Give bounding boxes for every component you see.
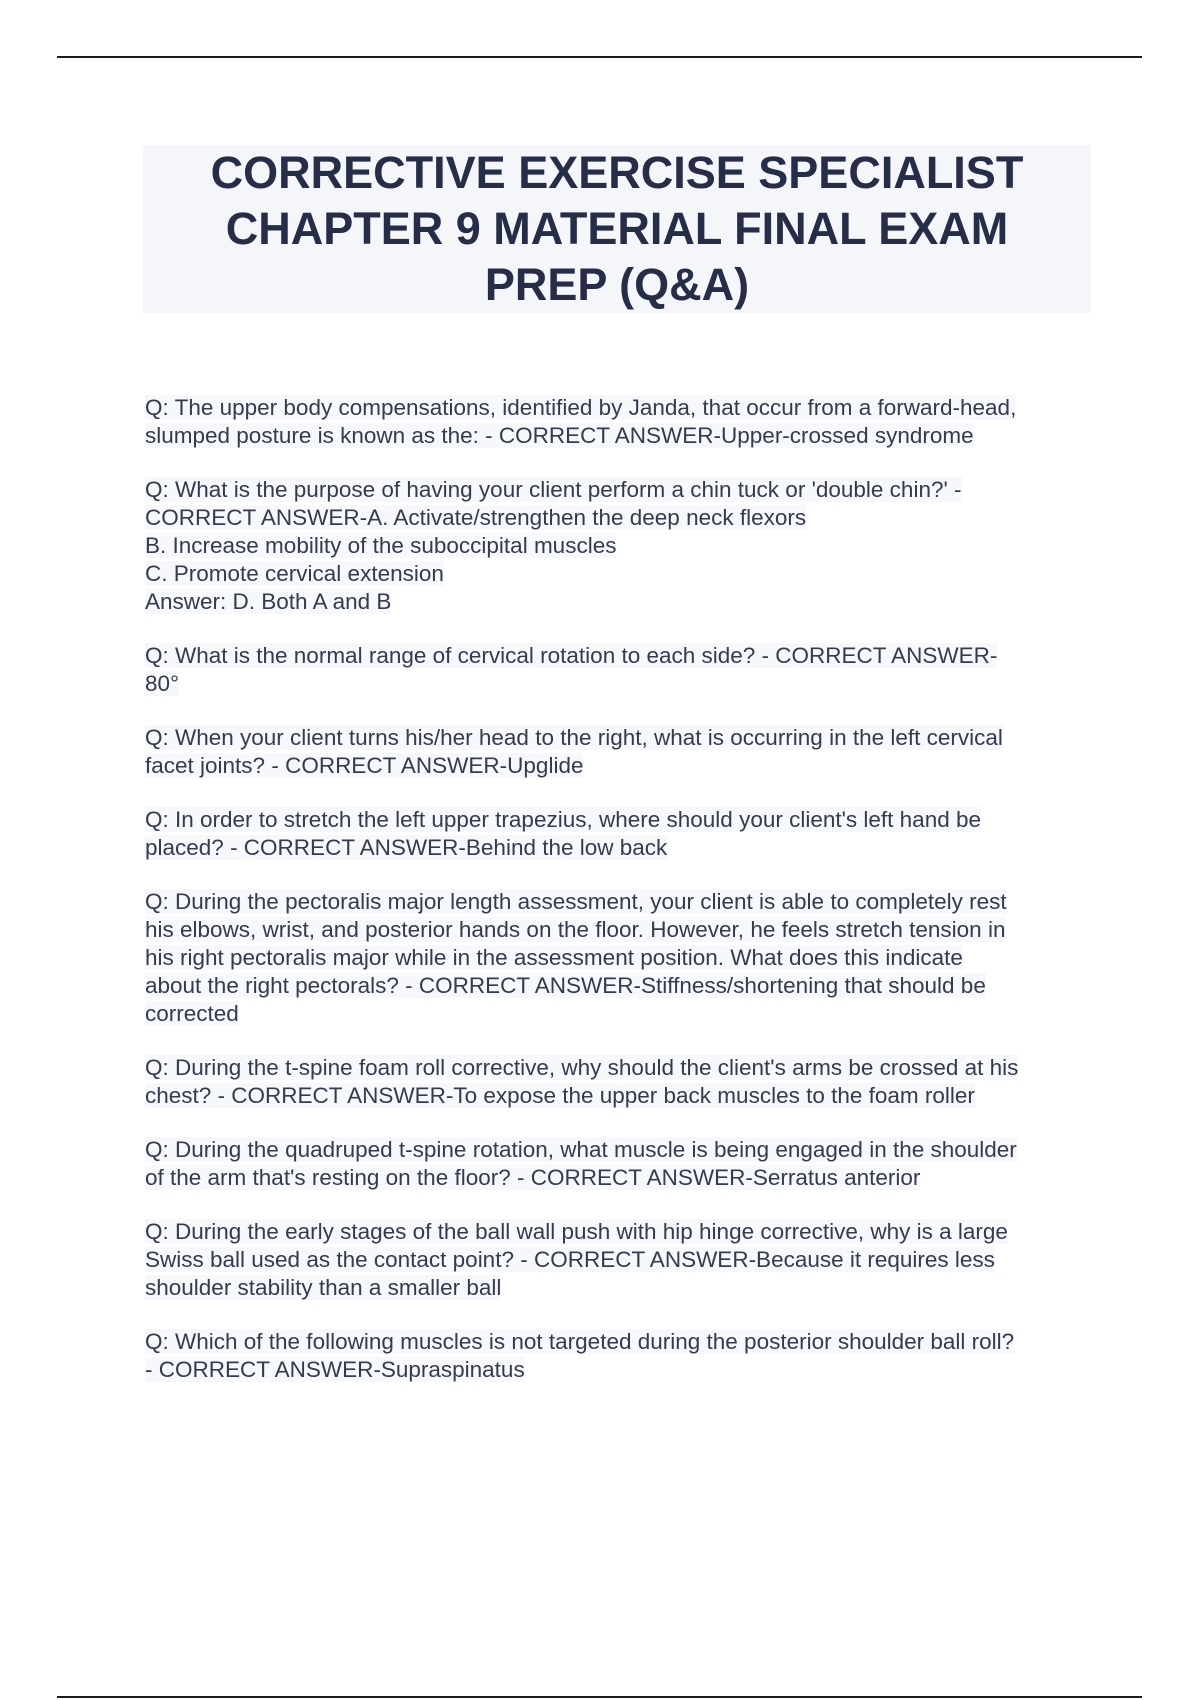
qa-line-text: about the right pectorals? - CORRECT ANSWER-Stiffness/shortening that should be bbox=[145, 973, 986, 998]
qa-line-text: his right pectoralis major while in the assessment position. What does this indicate bbox=[145, 945, 963, 970]
qa-line bbox=[145, 916, 1095, 944]
qa-line bbox=[145, 476, 1095, 504]
qa-line-text: B. Increase mobility of the suboccipital muscles bbox=[145, 533, 617, 558]
qa-line-text: facet joints? - CORRECT ANSWER-Upglide bbox=[145, 753, 584, 778]
qa-line bbox=[145, 560, 1095, 588]
bottom-divider bbox=[57, 1696, 1142, 1698]
qa-item bbox=[145, 806, 1095, 862]
qa-line bbox=[145, 944, 1095, 972]
qa-line-text: his elbows, wrist, and posterior hands on the floor. However, he feels stretch tension in bbox=[145, 917, 1006, 942]
qa-line-text: Answer: D. Both A and B bbox=[145, 589, 392, 614]
qa-line bbox=[145, 1328, 1095, 1356]
qa-line bbox=[145, 1274, 1095, 1302]
qa-line bbox=[145, 888, 1095, 916]
qa-line-text: 80° bbox=[145, 671, 180, 696]
qa-line-text: Q: During the early stages of the ball wall push with hip hinge corrective, why is a large bbox=[145, 1219, 1008, 1244]
qa-line-text: CORRECT ANSWER-A. Activate/strengthen the deep neck flexors bbox=[145, 505, 807, 530]
qa-item bbox=[145, 888, 1095, 1028]
qa-line bbox=[145, 588, 1095, 616]
top-divider bbox=[57, 56, 1142, 58]
qa-line bbox=[145, 1164, 1095, 1192]
qa-item bbox=[145, 476, 1095, 616]
qa-item bbox=[145, 394, 1095, 450]
qa-line bbox=[145, 752, 1095, 780]
qa-line bbox=[145, 670, 1095, 698]
qa-item bbox=[145, 724, 1095, 780]
qa-line-text: Q: What is the purpose of having your client perform a chin tuck or 'double chin?' - bbox=[145, 477, 962, 502]
title-banner bbox=[143, 145, 1091, 313]
qa-line-text: Q: In order to stretch the left upper trapezius, where should your client's left hand be bbox=[145, 807, 982, 832]
qa-line-text: corrected bbox=[145, 1001, 239, 1026]
qa-line-text: Q: When your client turns his/her head to the right, what is occurring in the left cervical bbox=[145, 725, 1003, 750]
qa-line bbox=[145, 1356, 1095, 1384]
qa-line-text: Swiss ball used as the contact point? - CORRECT ANSWER-Because it requires less bbox=[145, 1247, 995, 1272]
qa-item bbox=[145, 642, 1095, 698]
qa-item bbox=[145, 1054, 1095, 1110]
qa-line bbox=[145, 972, 1095, 1000]
qa-line bbox=[145, 1054, 1095, 1082]
page-title-line-3: PREP (Q&A) bbox=[484, 259, 750, 310]
qa-line bbox=[145, 1136, 1095, 1164]
qa-line bbox=[145, 724, 1095, 752]
qa-item bbox=[145, 1218, 1095, 1302]
qa-line-text: C. Promote cervical extension bbox=[145, 561, 444, 586]
qa-line-text: Q: During the t-spine foam roll corrective, why should the client's arms be crossed at his bbox=[145, 1055, 1019, 1080]
qa-line bbox=[145, 532, 1095, 560]
page-title-line-2: CHAPTER 9 MATERIAL FINAL EXAM bbox=[225, 203, 1009, 254]
qa-line-text: shoulder stability than a smaller ball bbox=[145, 1275, 502, 1300]
qa-line bbox=[145, 1082, 1095, 1110]
qa-line-text: Q: The upper body compensations, identified by Janda, that occur from a forward-head, bbox=[145, 395, 1017, 420]
qa-line bbox=[145, 642, 1095, 670]
qa-item bbox=[145, 1328, 1095, 1384]
page-title-line-1: CORRECTIVE EXERCISE SPECIALIST bbox=[210, 147, 1024, 198]
qa-line bbox=[145, 806, 1095, 834]
qa-line bbox=[145, 1218, 1095, 1246]
qa-line-text: Q: What is the normal range of cervical rotation to each side? - CORRECT ANSWER- bbox=[145, 643, 998, 668]
qa-line-text: Q: During the quadruped t-spine rotation, what muscle is being engaged in the shoulder bbox=[145, 1137, 1017, 1162]
qa-line bbox=[145, 834, 1095, 862]
qa-line-text: of the arm that's resting on the floor? - CORRECT ANSWER-Serratus anterior bbox=[145, 1165, 921, 1190]
qa-line-text: placed? - CORRECT ANSWER-Behind the low back bbox=[145, 835, 668, 860]
qa-line-text: chest? - CORRECT ANSWER-To expose the upper back muscles to the foam roller bbox=[145, 1083, 975, 1108]
qa-line-text: Q: During the pectoralis major length assessment, your client is able to completely rest bbox=[145, 889, 1007, 914]
qa-line bbox=[145, 1000, 1095, 1028]
qa-line-text: slumped posture is known as the: - CORRECT ANSWER-Upper-crossed syndrome bbox=[145, 423, 974, 448]
qa-line bbox=[145, 1246, 1095, 1274]
qa-line-text: - CORRECT ANSWER-Supraspinatus bbox=[145, 1357, 525, 1382]
qa-list bbox=[145, 394, 1095, 1410]
qa-line bbox=[145, 422, 1095, 450]
qa-line-text: Q: Which of the following muscles is not targeted during the posterior shoulder ball roll? bbox=[145, 1329, 1015, 1354]
qa-line bbox=[145, 394, 1095, 422]
qa-item bbox=[145, 1136, 1095, 1192]
qa-line bbox=[145, 504, 1095, 532]
